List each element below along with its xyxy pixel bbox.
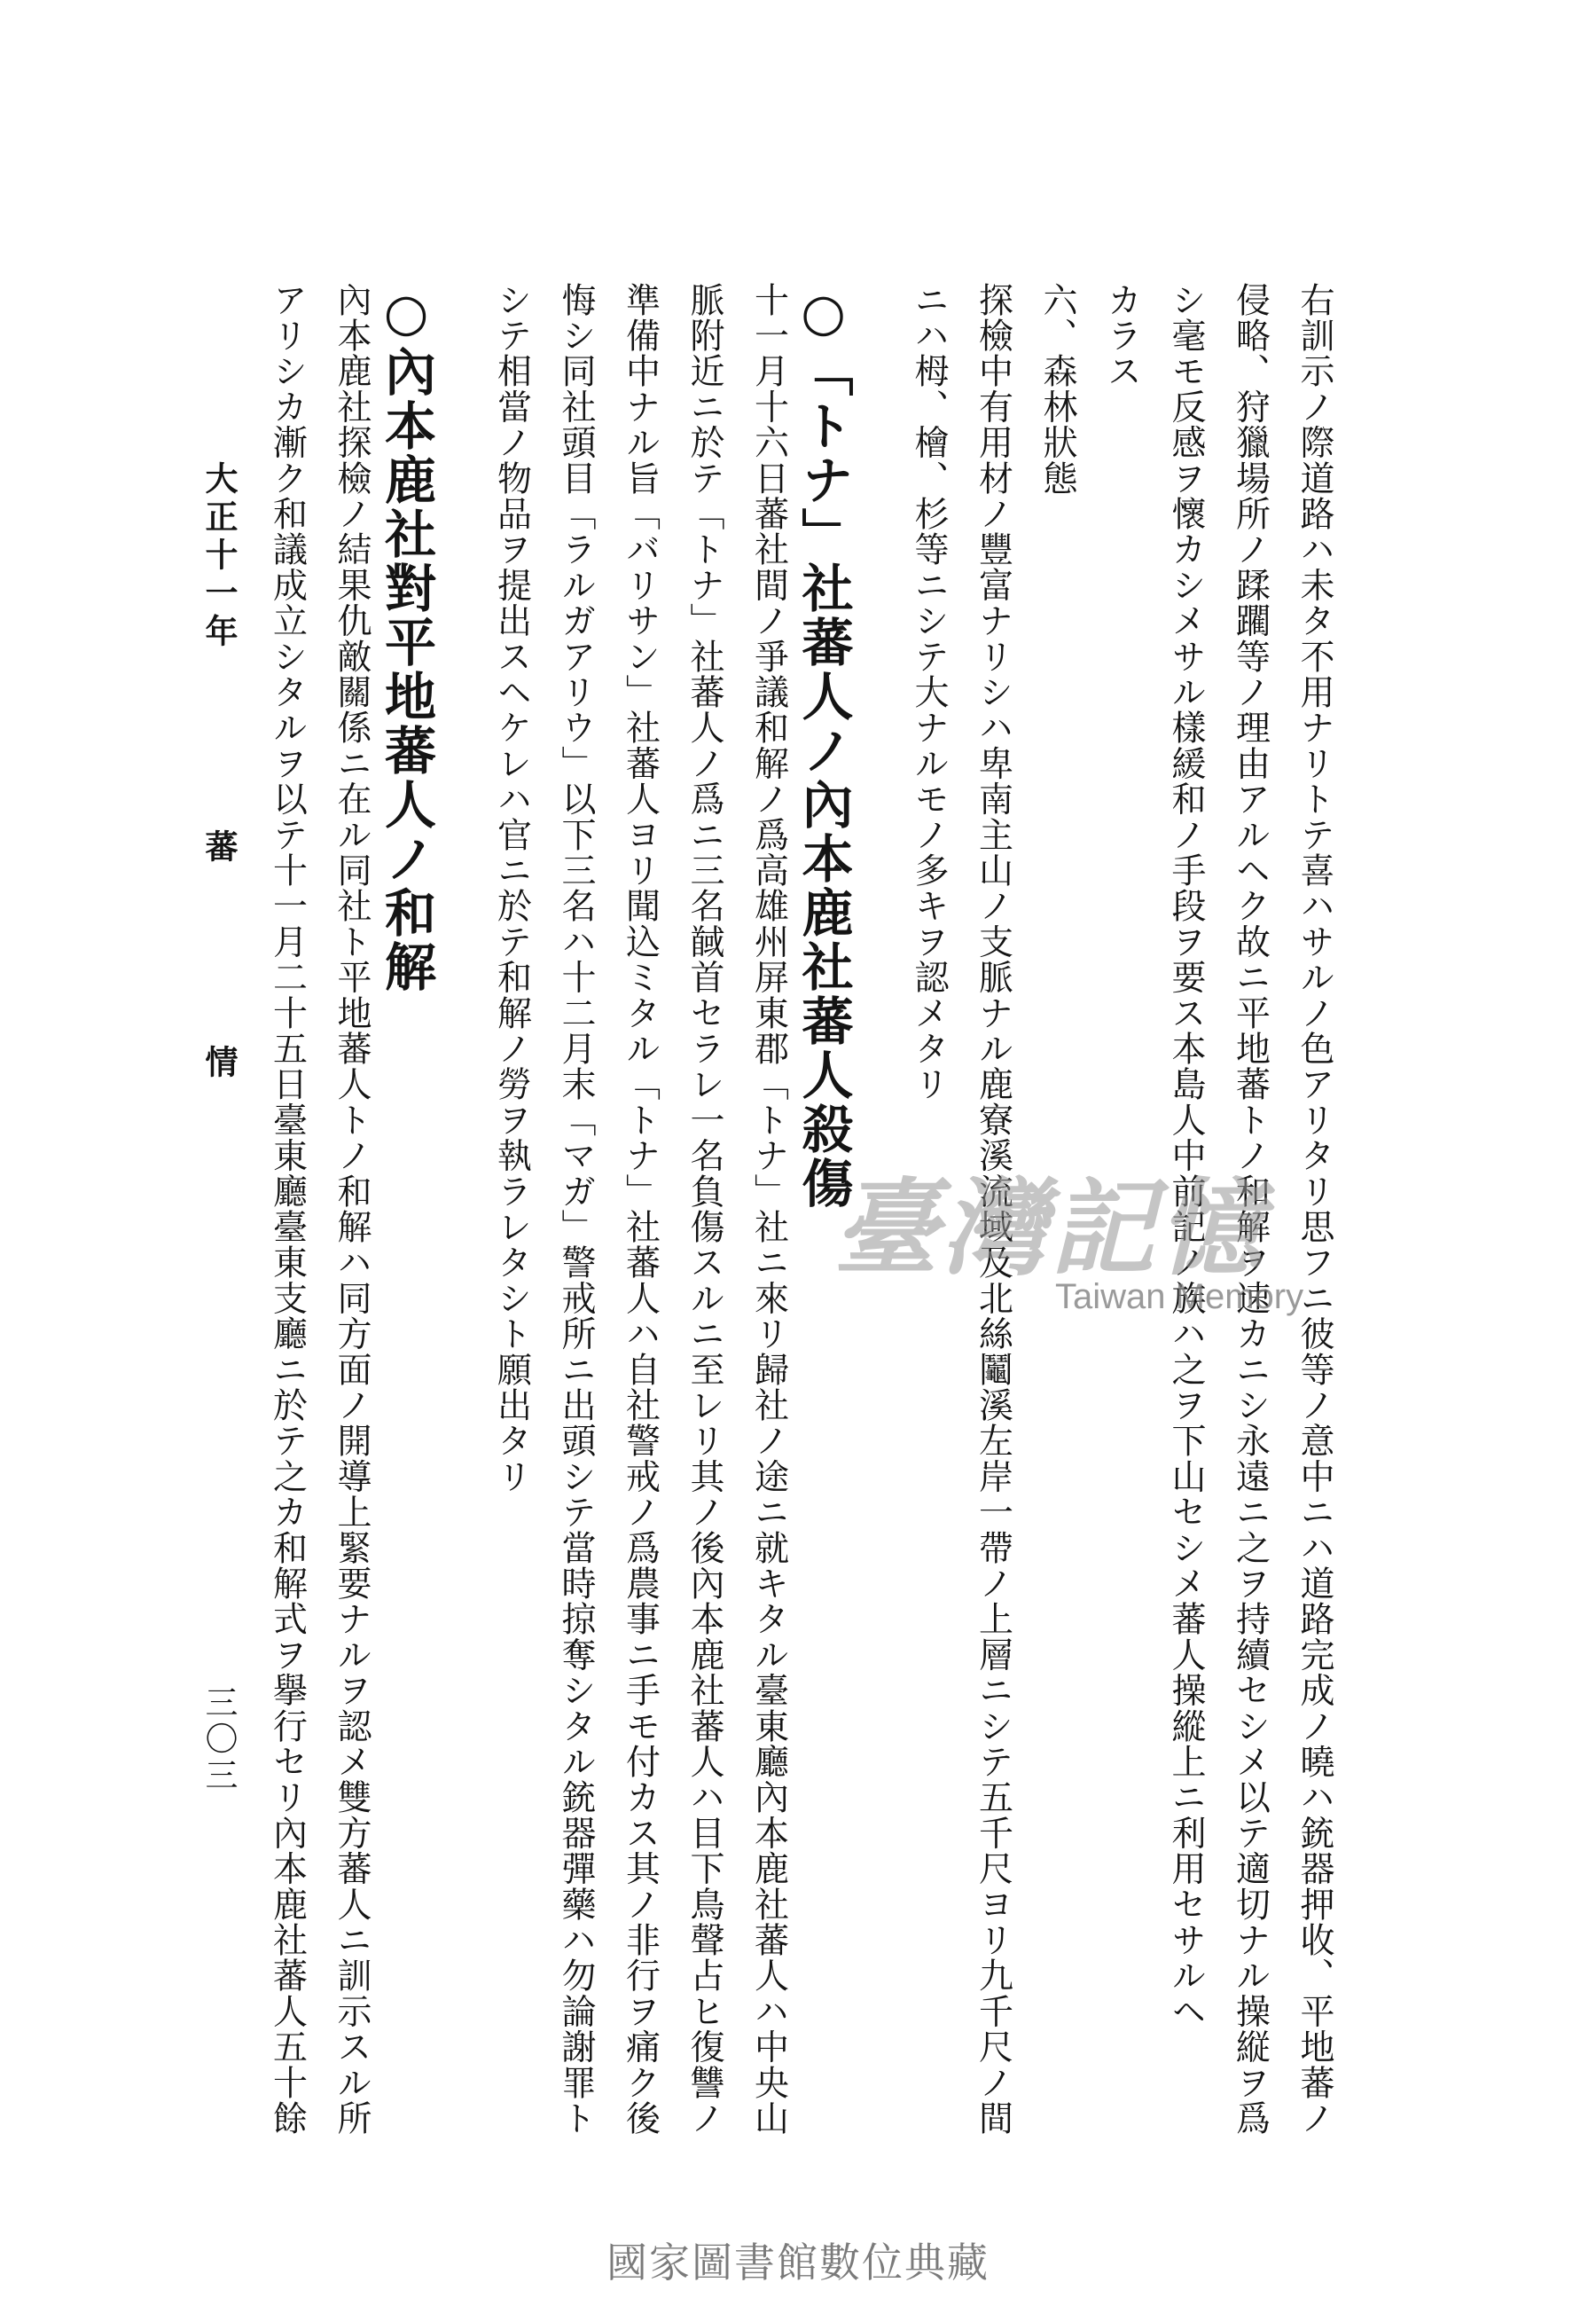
watermark-text-cn: 臺灣記憶 <box>833 1166 1267 1290</box>
section-heading: ○內本鹿社對平地蕃人ノ和解 <box>376 282 436 994</box>
body-column: アリシカ漸ク和議成立シタルヲ以テ十一月二十五日臺東廳臺東支廳ニ於テ之カ和解式ヲ擧行セリ內本鹿社蕃人五十餘 <box>267 282 308 2137</box>
body-column: ニハ栂、檜、杉等ニシテ大ナルモノ多キヲ認メタリ <box>909 282 949 1102</box>
body-column: 十一月十六日蕃社間ノ爭議和解ノ爲高雄州屏東郡「トナ」社ニ來リ歸社ノ途ニ就キタル臺東廳內本鹿社蕃人ハ中央山 <box>748 282 789 2137</box>
body-column: 六、森林狀態 <box>1037 282 1077 497</box>
body-column: 內本鹿社探檢ノ結果仇敵關係ニ在ル同社ト平地蕃人トノ和解ハ同方面ノ開導上緊要ナルヲ認メ雙方蕃人ニ訓示スル所 <box>332 282 372 2137</box>
watermark-text-en: Taiwan Memory <box>1055 1277 1304 1316</box>
body-column: 右訓示ノ際道路ハ未タ不用ナリトテ喜ハサルノ色アリタリ思フニ彼等ノ意中ニハ道路完成ノ曉ハ銃器押收、平地蕃ノ <box>1295 282 1334 2137</box>
running-head-era: 大正十一年 <box>200 461 239 652</box>
page-number: 三〇三 <box>200 1685 238 1794</box>
body-column: 準備中ナル旨「バリサン」社蕃人ヨリ聞込ミタル「トナ」社蕃人ハ自社警戒ノ爲農事ニ手モ付カス其ノ非行ヲ痛ク後 <box>620 282 661 2137</box>
body-column: 脈附近ニ於テ「トナ」社蕃人ノ爲ニ三名馘首セラレ一名負傷スルニ至レリ其ノ後內本鹿社蕃人ハ目下鳥聲占ヒ復讐ノ <box>685 282 724 2137</box>
body-column: 侵略、狩獵場所ノ蹂躙等ノ理由アルヘク故ニ平地蕃トノ和解ヲ速カニシ永遠ニ之ヲ持續セシメ以テ適切ナル操縦ヲ爲 <box>1230 282 1271 2137</box>
body-column: シテ相當ノ物品ヲ提出スヘケレハ官ニ於テ和解ノ勞ヲ執ラレタシト願出タリ <box>491 282 532 1494</box>
body-column: 悔シ同社頭目「ラルガアリウ」以下三名ハ十二月末「マガ」警戒所ニ出頭シテ當時掠奪シタル銃器彈藥ハ勿論謝罪ト <box>556 282 596 2137</box>
body-column: 探檢中有用材ノ豐富ナリシハ卑南主山ノ支脈ナル鹿寮溪流域及北絲鬮溪左岸一帶ノ上層ニシテ五千尺ヨリ九千尺ノ間 <box>973 282 1013 2137</box>
running-head-title-1: 蕃 <box>200 829 239 867</box>
body-column: カラス <box>1101 282 1142 389</box>
body-column: シ毫モ反感ヲ懷カシメサル樣緩和ノ手段ヲ要ス本島人中前記ノ族ハ之ヲ下山セシメ蕃人操縱上ニ利用セサルヘ <box>1166 282 1206 2029</box>
section-heading: ○「トナ」社蕃人ノ內本鹿社蕃人殺傷 <box>793 282 854 1211</box>
running-head-title-2: 情 <box>200 1045 239 1083</box>
footer-credit: 國家圖書館數位典藏 <box>606 2239 990 2286</box>
running-head <box>200 461 239 1083</box>
